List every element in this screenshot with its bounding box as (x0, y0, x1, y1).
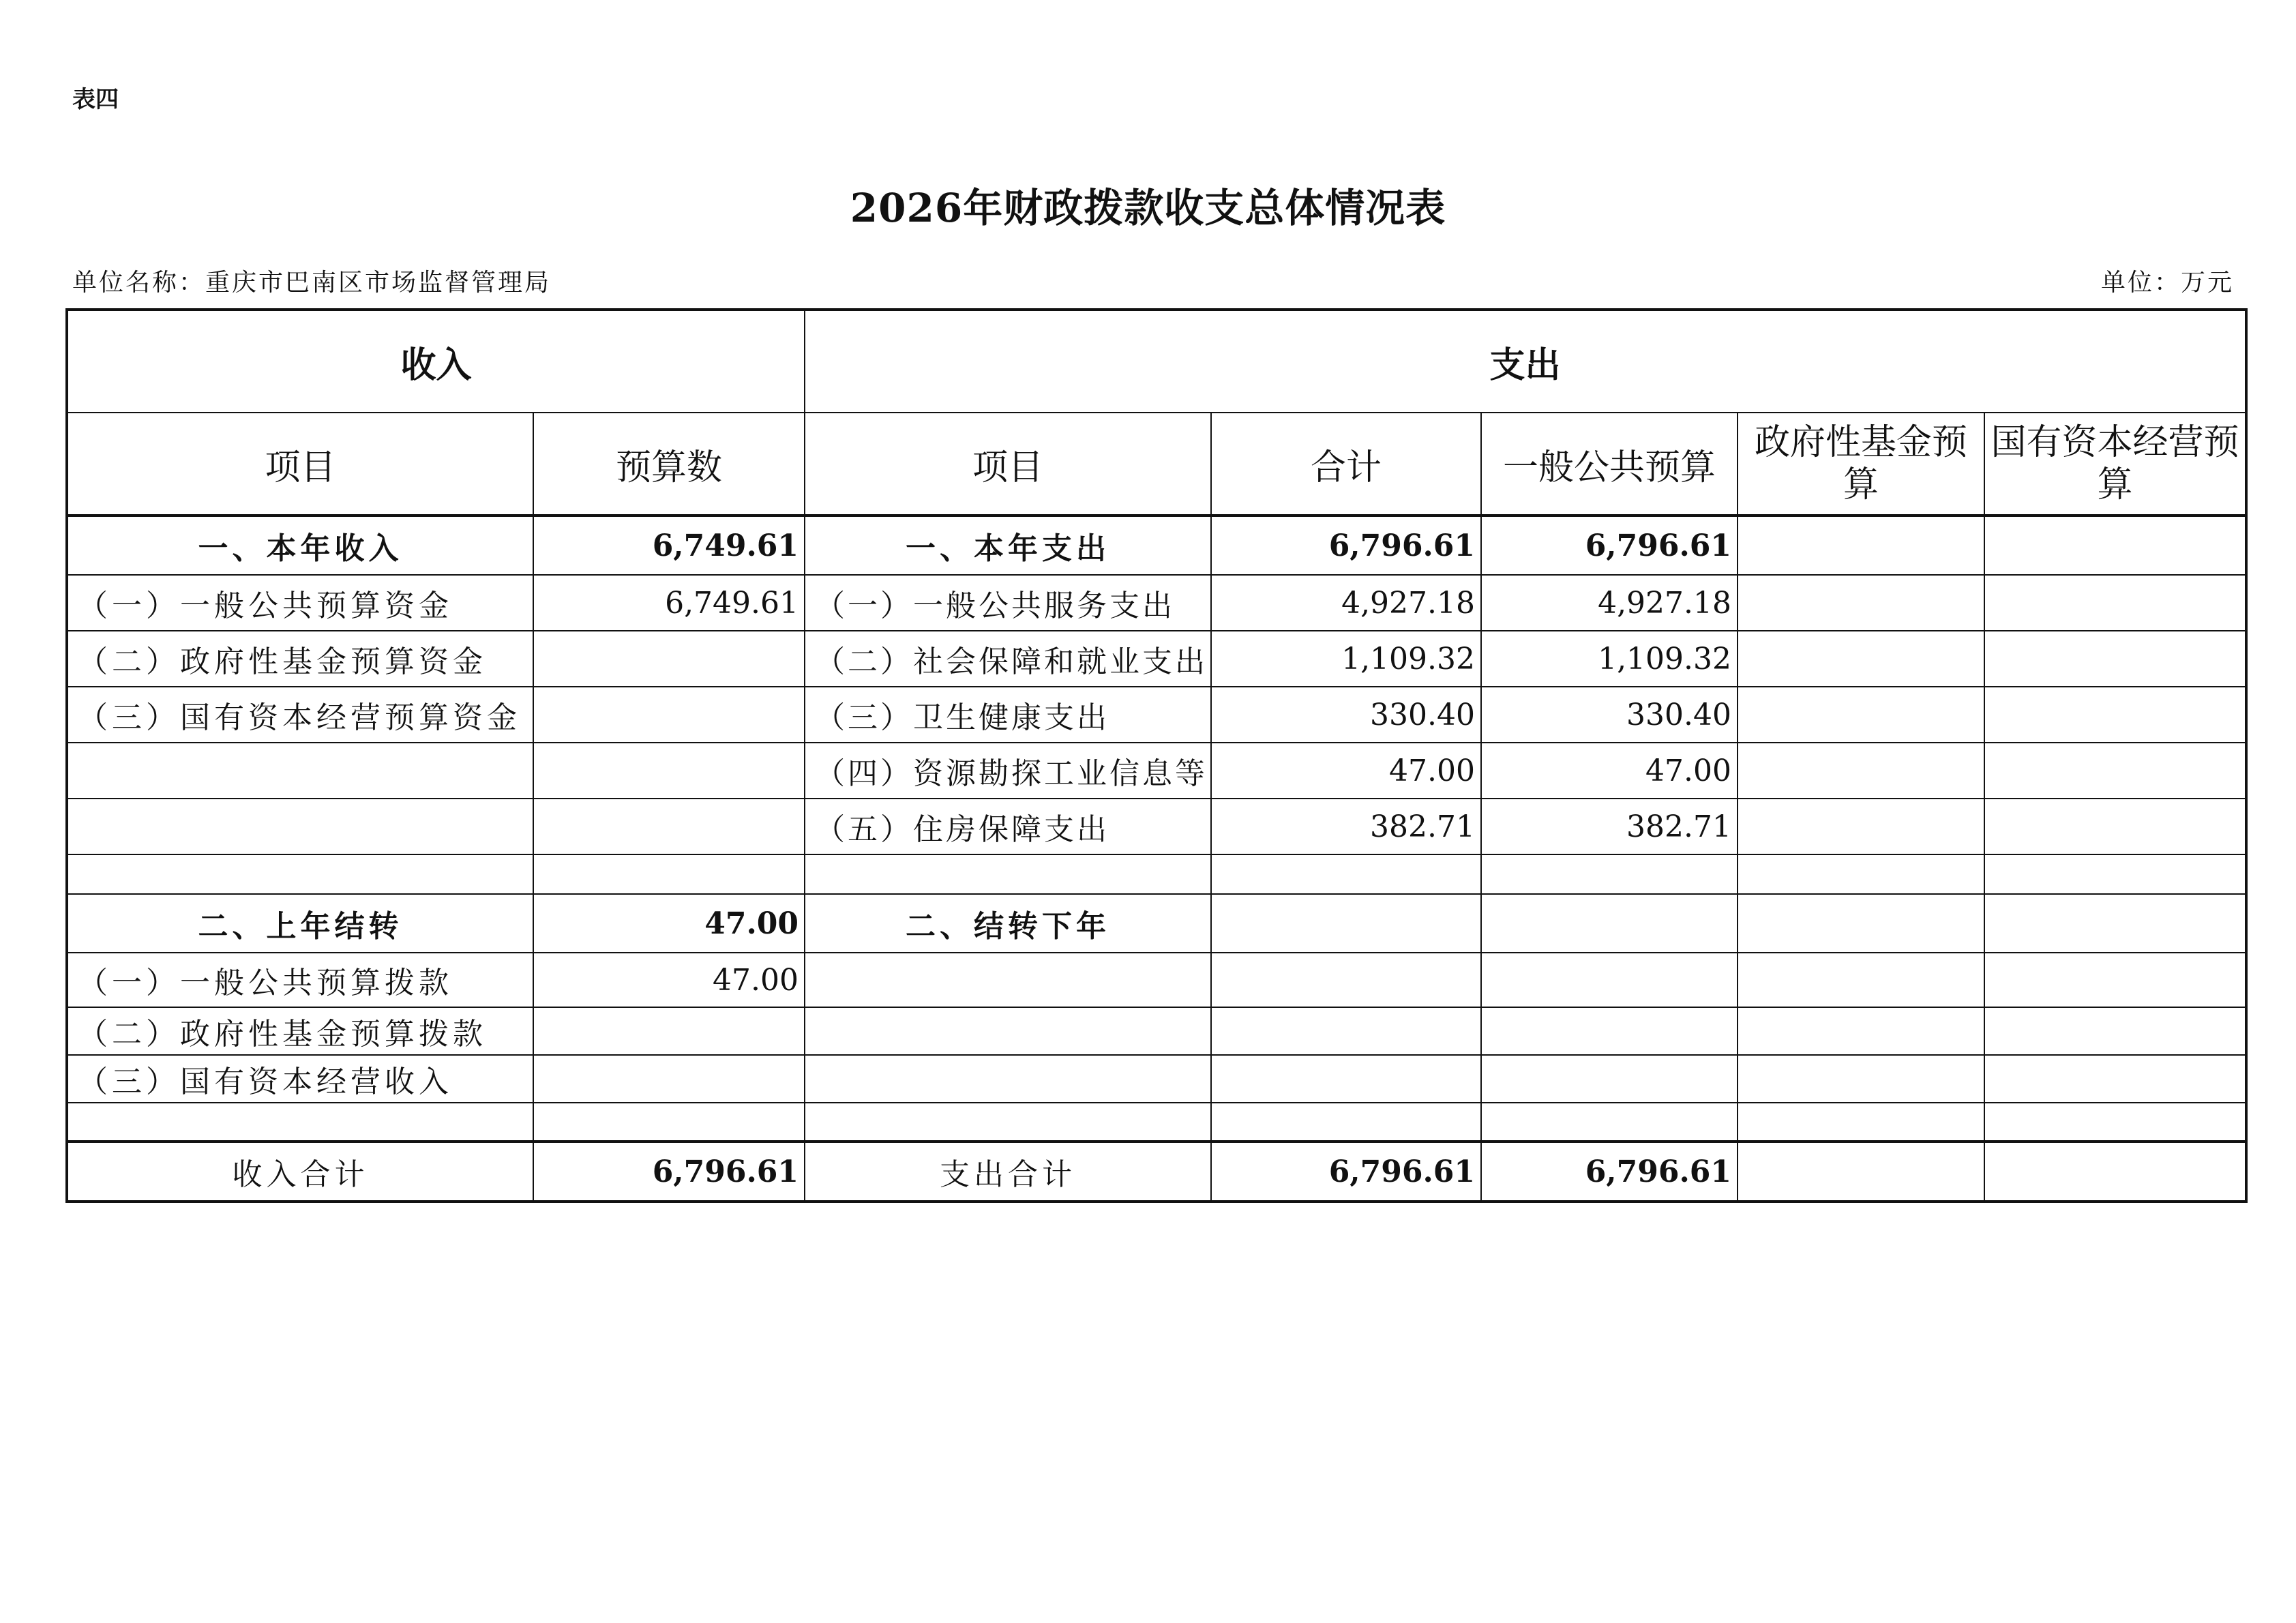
general-budget-cell (1481, 1007, 1738, 1055)
expense-total-label: 支出合计 (805, 1142, 1211, 1202)
gov-fund-cell (1738, 631, 1984, 687)
income-value-cell (533, 854, 805, 894)
general-budget-cell: 47.00 (1481, 743, 1738, 799)
table-row (67, 575, 2246, 631)
income-item-cell: （一）一般公共预算资金 (67, 575, 533, 631)
state-capital-cell (1984, 1055, 2246, 1103)
table-row (67, 1055, 2246, 1103)
table-row (67, 743, 2246, 799)
income-value-cell: 47.00 (533, 953, 805, 1007)
state-capital-cell (1984, 1007, 2246, 1055)
income-value-cell (533, 743, 805, 799)
general-budget-cell (1481, 854, 1738, 894)
income-total-label: 收入合计 (67, 1142, 533, 1202)
page-title: 2026年财政拨款收支总体情况表 (850, 185, 1446, 231)
income-item-cell: （二）政府性基金预算资金 (67, 631, 533, 687)
table-row (67, 854, 2246, 894)
gov-fund-cell (1738, 1103, 1984, 1142)
total-cell: 47.00 (1211, 743, 1481, 799)
gov-fund-cell (1738, 1007, 1984, 1055)
income-item-cell: （三）国有资本经营收入 (67, 1055, 533, 1103)
income-value-cell: 6,749.61 (533, 575, 805, 631)
total-cell: 382.71 (1211, 799, 1481, 854)
general-budget-cell: 4,927.18 (1481, 575, 1738, 631)
gov-fund-cell (1738, 953, 1984, 1007)
gov-fund-cell (1738, 854, 1984, 894)
table-row (67, 687, 2246, 743)
income-item-header: 项目 (67, 413, 533, 516)
general-budget-cell: 330.40 (1481, 687, 1738, 743)
state-capital-total (1984, 1142, 2246, 1202)
income-value-cell (533, 799, 805, 854)
general-budget-header: 一般公共预算 (1481, 413, 1738, 516)
unit-name: 单位名称：重庆市巴南区市场监督管理局 (72, 269, 552, 297)
income-total-value: 6,796.61 (533, 1142, 805, 1202)
income-value-cell (533, 1103, 805, 1142)
income-value-cell: 47.00 (533, 894, 805, 953)
table-number: 表四 (72, 86, 119, 113)
table-row (67, 799, 2246, 854)
expense-item-cell: 二、结转下年 (805, 894, 1211, 953)
table-row (67, 516, 2246, 575)
expense-header: 支出 (805, 310, 2246, 413)
income-item-cell (67, 743, 533, 799)
gov-fund-cell (1738, 799, 1984, 854)
gov-fund-total (1738, 1142, 1984, 1202)
income-value-cell (533, 1055, 805, 1103)
totals-row (67, 1142, 2246, 1202)
gov-fund-cell (1738, 1055, 1984, 1103)
state-capital-cell (1984, 854, 2246, 894)
expense-item-cell: （四）资源勘探工业信息等 (805, 743, 1211, 799)
gov-fund-cell (1738, 743, 1984, 799)
gov-fund-cell (1738, 894, 1984, 953)
total-cell (1211, 854, 1481, 894)
total-cell (1211, 1103, 1481, 1142)
expense-item-cell (805, 854, 1211, 894)
income-value-cell (533, 631, 805, 687)
income-item-cell (67, 799, 533, 854)
income-item-cell (67, 1103, 533, 1142)
total-cell (1211, 1007, 1481, 1055)
total-cell (1211, 894, 1481, 953)
header-group-row (67, 310, 2246, 413)
table-row (67, 1103, 2246, 1142)
general-budget-cell (1481, 1055, 1738, 1103)
income-budget-header: 预算数 (533, 413, 805, 516)
expense-item-cell (805, 953, 1211, 1007)
income-item-cell: （一）一般公共预算拨款 (67, 953, 533, 1007)
expense-item-cell (805, 1007, 1211, 1055)
state-capital-cell (1984, 743, 2246, 799)
state-capital-cell (1984, 1103, 2246, 1142)
table-row (67, 631, 2246, 687)
table-row (67, 1007, 2246, 1055)
state-capital-cell (1984, 894, 2246, 953)
expense-item-cell: （二）社会保障和就业支出 (805, 631, 1211, 687)
total-header: 合计 (1211, 413, 1481, 516)
budget-table (65, 308, 2248, 1203)
income-value-cell (533, 687, 805, 743)
general-budget-cell: 382.71 (1481, 799, 1738, 854)
gov-fund-cell (1738, 575, 1984, 631)
gov-fund-cell (1738, 516, 1984, 575)
expense-item-cell: （五）住房保障支出 (805, 799, 1211, 854)
income-item-cell: （三）国有资本经营预算资金 (67, 687, 533, 743)
state-capital-cell (1984, 631, 2246, 687)
state-capital-cell (1984, 687, 2246, 743)
general-budget-cell: 6,796.61 (1481, 516, 1738, 575)
state-capital-cell (1984, 516, 2246, 575)
total-cell (1211, 1055, 1481, 1103)
state-capital-cell (1984, 575, 2246, 631)
total-cell (1211, 953, 1481, 1007)
state-capital-header: 国有资本经营预算 (1984, 413, 2246, 516)
general-budget-total: 6,796.61 (1481, 1142, 1738, 1202)
table-row (67, 894, 2246, 953)
expense-item-cell: 一、本年支出 (805, 516, 1211, 575)
general-budget-cell (1481, 894, 1738, 953)
expense-item-cell (805, 1055, 1211, 1103)
total-cell: 330.40 (1211, 687, 1481, 743)
expense-item-cell (805, 1103, 1211, 1142)
general-budget-cell (1481, 1103, 1738, 1142)
table-row (67, 953, 2246, 1007)
expense-item-header: 项目 (805, 413, 1211, 516)
income-item-cell: （二）政府性基金预算拨款 (67, 1007, 533, 1055)
state-capital-cell (1984, 799, 2246, 854)
expense-item-cell: （三）卫生健康支出 (805, 687, 1211, 743)
gov-fund-cell (1738, 687, 1984, 743)
total-cell: 4,927.18 (1211, 575, 1481, 631)
header-column-row (67, 413, 2246, 516)
total-cell: 1,109.32 (1211, 631, 1481, 687)
income-item-cell (67, 854, 533, 894)
unit-label: 单位：万元 (2100, 269, 2234, 297)
income-value-cell (533, 1007, 805, 1055)
total-cell: 6,796.61 (1211, 516, 1481, 575)
income-header: 收入 (67, 310, 805, 413)
general-budget-cell (1481, 953, 1738, 1007)
income-value-cell: 6,749.61 (533, 516, 805, 575)
income-item-cell: 二、上年结转 (67, 894, 533, 953)
state-capital-cell (1984, 953, 2246, 1007)
expense-item-cell: （一）一般公共服务支出 (805, 575, 1211, 631)
gov-fund-header: 政府性基金预算 (1738, 413, 1984, 516)
expense-total-value: 6,796.61 (1211, 1142, 1481, 1202)
income-item-cell: 一、本年收入 (67, 516, 533, 575)
general-budget-cell: 1,109.32 (1481, 631, 1738, 687)
